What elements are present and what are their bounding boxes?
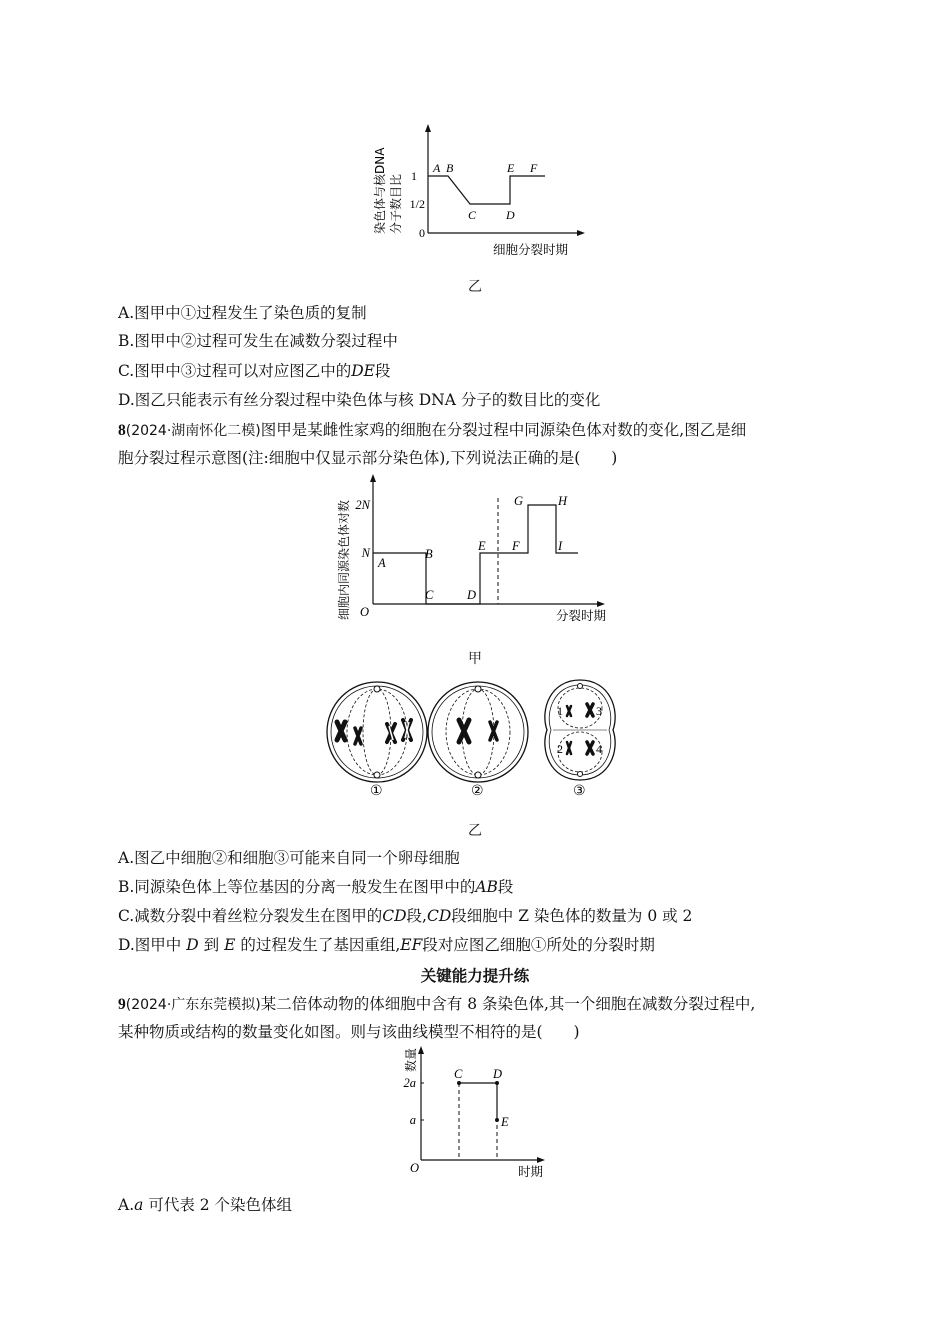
y-tick-2a: 2a — [403, 1076, 416, 1090]
point-label-C: C — [468, 208, 477, 222]
x-axis-arrow — [577, 230, 585, 236]
origin-label: O — [410, 1161, 420, 1175]
point-label-A: A — [378, 556, 386, 570]
cell-3 — [545, 680, 615, 780]
point-D — [495, 1081, 499, 1085]
section-title: 关键能力提升练 — [420, 967, 530, 985]
q8-option-d-italic3: EF — [400, 936, 423, 954]
y-tick-a: a — [409, 1113, 416, 1127]
q8-option-c-text: C.减数分裂中着丝粒分裂发生在图甲的 — [118, 907, 383, 925]
q7-option-c-italic: DE — [351, 362, 375, 380]
figure-quantity-curve — [400, 1042, 560, 1182]
q8-stem-line1 — [118, 420, 746, 441]
point-label-I: I — [558, 539, 563, 553]
y-axis-label-1: 染色体与核DNA — [373, 147, 387, 234]
cell-2 — [428, 682, 528, 782]
point-label-B: B — [446, 161, 454, 175]
x-axis-arrow — [597, 601, 605, 607]
q9-number: 9 — [118, 996, 126, 1013]
q8-option-d[interactable] — [118, 935, 655, 955]
point-label-F: F — [512, 539, 520, 553]
q9-option-a[interactable] — [118, 1195, 292, 1215]
y-tick-half: 1/2 — [409, 197, 425, 211]
q8-option-b-tail: 段 — [497, 878, 514, 896]
q8-option-d-text: D.图甲中 — [118, 936, 182, 954]
q9-option-a-text: 可代表 2 个染色体组 — [148, 1196, 293, 1214]
q8-option-b-italic: AB — [475, 878, 498, 896]
q8-option-c-tail: 段细胞中 Z 染色体的数量为 0 或 2 — [451, 907, 693, 925]
point-label-D: D — [467, 588, 477, 602]
q7-option-c-text: C.图甲中③过程可以对应图乙中的 — [118, 362, 352, 380]
q8-number: 8 — [118, 422, 126, 439]
q9-option-a-prefix: A. — [118, 1196, 135, 1214]
point-label-A: A — [433, 161, 441, 175]
y-axis-label: 数量 — [404, 1047, 418, 1072]
x-axis-label: 分裂时期 — [556, 608, 607, 623]
q8-option-c[interactable] — [118, 906, 692, 926]
point-label-D: D — [506, 208, 515, 222]
figure-caption-yi-top: 乙 — [468, 279, 482, 295]
point-label-F: F — [530, 161, 538, 175]
point-label-C: C — [454, 1067, 463, 1081]
x-axis-arrow — [537, 1157, 545, 1163]
figure-cell-division — [325, 670, 635, 810]
y-axis-arrow — [418, 1046, 424, 1054]
q7-option-c[interactable] — [118, 361, 391, 381]
q7-option-c-tail: 段 — [375, 362, 391, 380]
q8-option-d-mid2: 的过程发生了基因重组, — [240, 936, 401, 954]
chrom-label-4: 4 — [596, 742, 602, 756]
chrom-label-3: 3 — [596, 704, 602, 718]
q8-option-b-text: B.同源染色体上等位基因的分离一般发生在图甲中的 — [118, 878, 476, 896]
chrom-label-1: 1 — [557, 704, 563, 718]
point-label-H: H — [558, 494, 568, 508]
q7-option-a[interactable]: A.图甲中①过程发生了染色质的复制 — [118, 304, 367, 322]
cell-label-3: ③ — [573, 783, 586, 799]
q8-source: (2024·湖南怀化二模) — [125, 423, 261, 439]
q7-option-d[interactable]: D.图乙只能表示有丝分裂过程中染色体与核 DNA 分子的数目比的变化 — [118, 391, 601, 409]
figure-homologous-pairs — [328, 470, 628, 630]
y-axis-arrow — [370, 474, 376, 482]
q8-option-b[interactable] — [118, 877, 513, 897]
figure-chromosome-dna-ratio — [355, 118, 595, 268]
point-label-E: E — [501, 1115, 509, 1129]
cell-1 — [327, 682, 427, 782]
quantity-curve — [459, 1083, 497, 1120]
q8-stem-text1: 图甲是某雌性家鸡的细胞在分裂过程中同源染色体对数的变化,图乙是细 — [260, 421, 747, 439]
point-E — [495, 1118, 499, 1122]
cell-label-1: ① — [370, 783, 383, 799]
y-axis-label-2: 分子数目比 — [389, 173, 403, 234]
q8-option-d-italic1: D — [186, 936, 199, 954]
q9-stem-line1 — [118, 994, 755, 1015]
q8-option-d-italic2: E — [224, 936, 236, 954]
y-axis-arrow — [425, 124, 431, 132]
figure-caption-jia: 甲 — [468, 651, 482, 667]
q9-stem-text1: 某二倍体动物的体细胞中含有 8 条染色体,其一个细胞在减数分裂过程中, — [260, 995, 756, 1013]
figure-caption-yi-cells: 乙 — [468, 823, 482, 839]
point-label-G: G — [514, 494, 524, 508]
y-tick-1: 1 — [411, 169, 417, 183]
point-label-B: B — [425, 547, 433, 561]
y-tick-2N: 2N — [355, 498, 370, 512]
x-axis-label: 细胞分裂时期 — [493, 242, 569, 257]
q8-option-c-italic2: CD — [426, 907, 452, 925]
q8-option-c-mid: 段, — [406, 907, 427, 925]
q9-source: (2024·广东东莞模拟) — [125, 997, 261, 1013]
point-label-D: D — [493, 1067, 503, 1081]
point-C — [457, 1081, 461, 1085]
q9-option-a-italic: a — [134, 1196, 144, 1214]
y-tick-N: N — [361, 546, 370, 560]
q7-option-b[interactable]: B.图甲中②过程可发生在减数分裂过程中 — [118, 332, 398, 350]
y-axis-label: 细胞内同源染色体对数 — [337, 499, 351, 620]
origin-label: O — [360, 605, 370, 619]
q8-option-d-mid1: 到 — [203, 936, 220, 954]
point-label-C: C — [425, 588, 434, 602]
q8-stem-line2: 胞分裂过程示意图(注:细胞中仅显示部分染色体),下列说法正确的是( ) — [118, 449, 618, 467]
q8-option-c-italic1: CD — [382, 907, 407, 925]
q8-option-d-tail: 段对应图乙细胞①所处的分裂时期 — [422, 936, 655, 954]
cell-label-2: ② — [471, 783, 484, 799]
point-label-E: E — [478, 539, 486, 553]
x-axis-label: 时期 — [518, 1164, 544, 1179]
ratio-curve — [428, 176, 545, 204]
q8-option-a[interactable]: A.图乙中细胞②和细胞③可能来自同一个卵母细胞 — [118, 849, 460, 867]
chrom-label-2: 2 — [557, 742, 563, 756]
y-tick-0: 0 — [419, 226, 425, 240]
q9-stem-line2: 某种物质或结构的数量变化如图。则与该曲线模型不相符的是( ) — [118, 1023, 580, 1041]
point-label-E: E — [507, 161, 515, 175]
